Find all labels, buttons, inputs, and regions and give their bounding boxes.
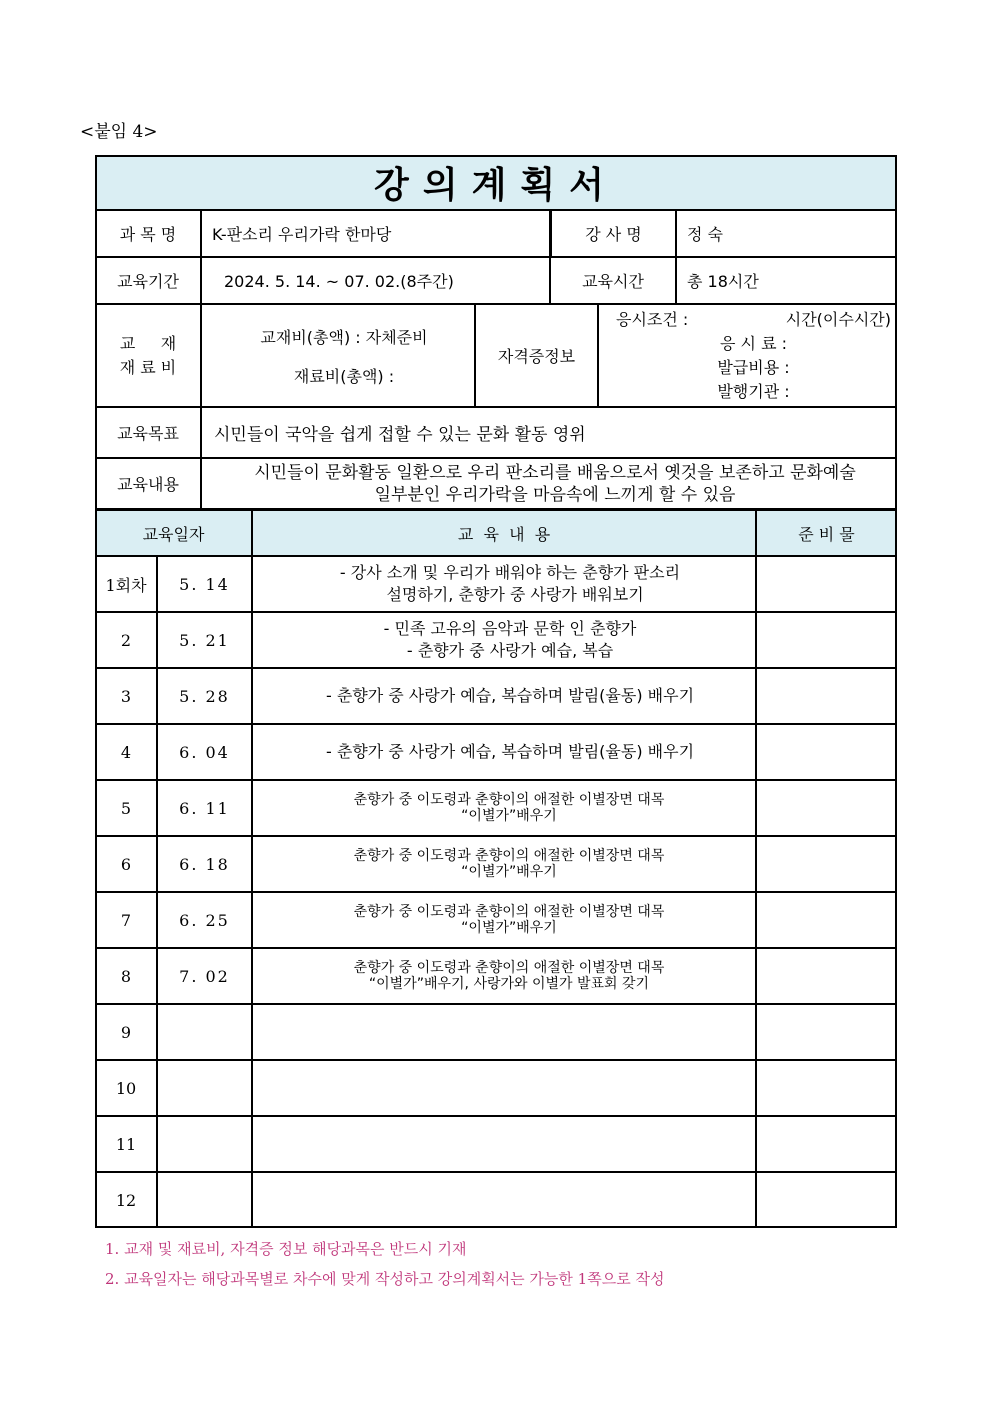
session-content-line1: - 민족 고유의 음악과 문학 인 춘향가 xyxy=(383,619,637,638)
session-content-line2: - 춘향가 중 사랑가 예습, 복습 xyxy=(406,641,614,660)
session-content xyxy=(252,556,756,612)
session-prep xyxy=(756,892,897,948)
attachment-label: <붙임 4> xyxy=(80,122,158,142)
cert-info xyxy=(598,304,897,407)
note-2: 2. 교육일자는 해당과목별로 차수에 맞게 작성하고 강의계획서는 가능한 1쪽으로 작성 xyxy=(105,1270,665,1288)
instructor-label: 강 사 명 xyxy=(550,210,676,257)
session-number: 10 xyxy=(95,1060,157,1116)
session-content-line1: 춘향가 중 이도령과 춘향이의 애절한 이별장면 대목 xyxy=(353,792,665,808)
period-value: 2024. 5. 14. ~ 07. 02.(8주간) xyxy=(201,257,550,304)
subject-value: K-판소리 우리가락 한마당 xyxy=(201,210,550,257)
cert-issue-cost: 발급비용 : xyxy=(717,357,790,377)
session-date xyxy=(157,1004,252,1060)
form-title: 강의계획서 xyxy=(95,155,897,210)
session-number: 8 xyxy=(95,948,157,1004)
session-date: 6. 25 xyxy=(157,892,252,948)
session-prep xyxy=(756,612,897,668)
session-number: 9 xyxy=(95,1004,157,1060)
session-number: 1회차 xyxy=(95,556,157,612)
session-content-line1: - 춘향가 중 사랑가 예습, 복습하며 발림(율동) 배우기 xyxy=(325,742,695,761)
material-cost: 재료비(총액) : xyxy=(293,366,395,386)
note-1: 1. 교재 및 재료비, 자격증 정보 해당과목은 반드시 기재 xyxy=(105,1240,467,1258)
schedule-header-content: 교 육 내 용 xyxy=(252,509,756,556)
session-content xyxy=(252,1172,756,1228)
goal-label: 교육목표 xyxy=(95,407,201,458)
material-costs xyxy=(201,304,475,407)
lecture-plan-form xyxy=(95,155,897,1228)
session-prep xyxy=(756,668,897,724)
session-date xyxy=(157,1116,252,1172)
hours-label: 교육시간 xyxy=(550,257,676,304)
session-number: 3 xyxy=(95,668,157,724)
material-label-line2: 재 료 비 xyxy=(119,357,177,377)
session-date: 7. 02 xyxy=(157,948,252,1004)
session-date: 6. 18 xyxy=(157,836,252,892)
session-content xyxy=(252,724,756,780)
session-content xyxy=(252,1004,756,1060)
schedule-header-prep: 준 비 물 xyxy=(756,509,897,556)
session-prep xyxy=(756,1172,897,1228)
cert-issuer: 발행기관 : xyxy=(717,381,790,401)
session-content-line1: 춘향가 중 이도령과 춘향이의 애절한 이별장면 대목 xyxy=(353,848,665,864)
session-content xyxy=(252,612,756,668)
session-content xyxy=(252,668,756,724)
session-content xyxy=(252,780,756,836)
cert-label: 자격증정보 xyxy=(475,304,598,407)
material-label-line1: 교 재 xyxy=(119,333,177,353)
session-content xyxy=(252,948,756,1004)
session-prep xyxy=(756,724,897,780)
cert-fee: 응 시 료 : xyxy=(719,333,788,353)
schedule-header-date: 교육일자 xyxy=(95,509,252,556)
session-content-line2: “이별가”배우기 xyxy=(461,864,557,880)
session-number: 11 xyxy=(95,1116,157,1172)
session-number: 6 xyxy=(95,836,157,892)
session-content-line1: - 강사 소개 및 우리가 배워야 하는 춘향가 판소리 xyxy=(339,563,681,582)
session-content xyxy=(252,836,756,892)
period-label: 교육기간 xyxy=(95,257,201,304)
hours-value: 총 18시간 xyxy=(676,257,897,304)
session-content xyxy=(252,892,756,948)
content-line2: 일부분인 우리가락을 마음속에 느끼게 할 수 있음 xyxy=(374,484,736,505)
session-content-line2: 설명하기, 춘향가 중 사랑가 배워보기 xyxy=(376,585,644,604)
session-prep xyxy=(756,556,897,612)
session-content-line1: 춘향가 중 이도령과 춘향이의 애절한 이별장면 대목 xyxy=(353,960,665,976)
session-date: 5. 21 xyxy=(157,612,252,668)
session-content xyxy=(252,1116,756,1172)
session-date xyxy=(157,1172,252,1228)
goal-value: 시민들이 국악을 쉽게 접할 수 있는 문화 활동 영위 xyxy=(201,407,897,458)
cert-condition-row xyxy=(616,308,891,332)
session-prep xyxy=(756,948,897,1004)
subject-label: 과 목 명 xyxy=(95,210,201,257)
session-date: 5. 28 xyxy=(157,668,252,724)
session-prep xyxy=(756,1004,897,1060)
session-content-line1: 춘향가 중 이도령과 춘향이의 애절한 이별장면 대목 xyxy=(353,904,665,920)
session-prep xyxy=(756,1060,897,1116)
session-prep xyxy=(756,836,897,892)
session-content-line2: “이별가”배우기, 사랑가와 이별가 발표회 갖기 xyxy=(368,976,650,992)
session-prep xyxy=(756,780,897,836)
session-date xyxy=(157,1060,252,1116)
instructor-value: 정 숙 xyxy=(676,210,897,257)
textbook-cost: 교재비(총액) : 자체준비 xyxy=(260,327,428,347)
session-content xyxy=(252,1060,756,1116)
material-label xyxy=(95,304,201,407)
session-number: 7 xyxy=(95,892,157,948)
session-number: 5 xyxy=(95,780,157,836)
session-number: 2 xyxy=(95,612,157,668)
session-content-line2: “이별가”배우기 xyxy=(461,808,557,824)
session-number: 12 xyxy=(95,1172,157,1228)
content-value xyxy=(201,458,897,509)
content-label: 교육내용 xyxy=(95,458,201,509)
session-content-line1: - 춘향가 중 사랑가 예습, 복습하며 발림(율동) 배우기 xyxy=(325,686,695,705)
session-date: 5. 14 xyxy=(157,556,252,612)
session-prep xyxy=(756,1116,897,1172)
cert-condition-tail: 시간(이수시간) xyxy=(785,309,891,329)
cert-condition: 응시조건 : xyxy=(616,309,689,329)
content-line1: 시민들이 문화활동 일환으로 우리 판소리를 배움으로서 옛것을 보존하고 문화예술 xyxy=(254,462,856,483)
session-number: 4 xyxy=(95,724,157,780)
session-date: 6. 11 xyxy=(157,780,252,836)
session-content-line2: “이별가”배우기 xyxy=(461,920,557,936)
session-date: 6. 04 xyxy=(157,724,252,780)
